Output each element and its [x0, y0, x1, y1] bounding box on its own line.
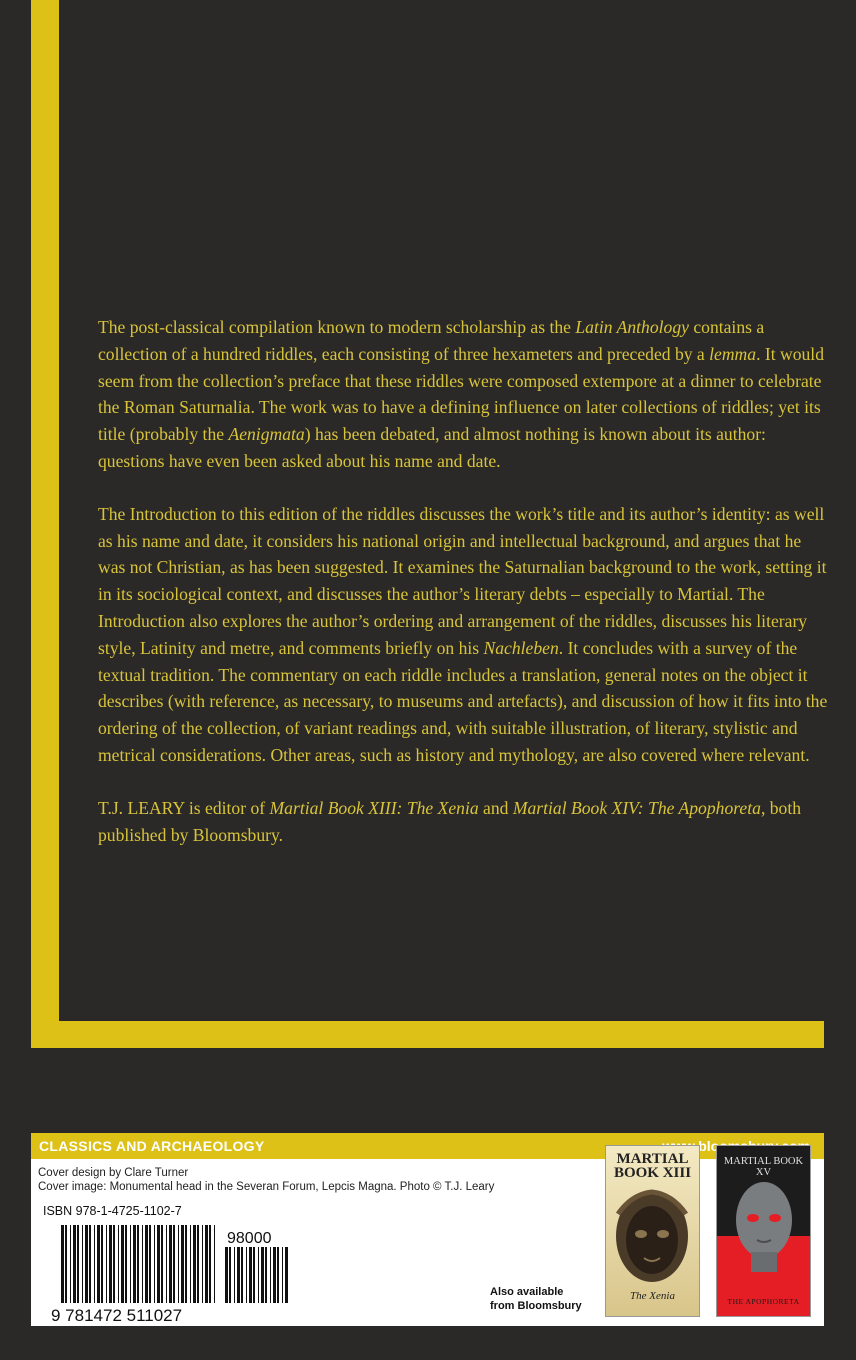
also-available: Also available from Bloomsbury [490, 1286, 582, 1312]
yellow-frame-vertical [31, 0, 59, 1048]
book-1-title: MARTIAL BOOK XIII [613, 1151, 692, 1181]
blurb-paragraph-2: The Introduction to this edition of the riddles discusses the work’s title and its author’s identity: as well as his name and date, it considers his national origin and intellectual background, and argues that he was not Christian, as has been suggested. It examines the Saturnalian background to the work, setting it in its sociological context, and discusses the author’s literary debts – especially to Martial. The Introduction also explores the author’s ordering and arrangement of the riddles, discusses his literary style, Latinity and metre, and comments briefly on his Nachleben. It concludes with a survey of the textual tradition. The commentary on each riddle includes a translation, general notes on the object it describes (with reference, as necessary, to museums and artefacts), and discussion of how it fits into the ordering of the collection, of variant readings and, with suitable illustration, of literary, stylistic and metrical considerations. Other areas, such as history and mythology, are also covered where relevant. [98, 503, 828, 765]
book-thumbnail-apophoreta[interactable] [716, 1145, 811, 1317]
yellow-frame-horizontal [31, 1021, 824, 1048]
category-label: CLASSICS AND ARCHAEOLOGY [39, 1138, 265, 1154]
category-bar [31, 1133, 824, 1159]
price-barcode-bars [225, 1247, 288, 1303]
price-code: 98000 [227, 1230, 272, 1247]
book-2-title: MARTIAL BOOK XV [723, 1156, 804, 1178]
book-1-subtitle: The Xenia [630, 1290, 675, 1302]
cover-image-credit: Cover image: Monumental head in the Severan Forum, Lepcis Magna. Photo © T.J. Leary [38, 1181, 495, 1193]
cover-credits [38, 1166, 494, 1194]
stone-head-icon [729, 1176, 799, 1276]
author-bio: T.J. LEARY is editor of Martial Book XIII: The Xenia and Martial Book XIV: The Apophoreta, both published by Bloomsbury. [98, 797, 802, 845]
publisher-panel [31, 1133, 824, 1326]
bronze-medusa-head-icon [612, 1184, 692, 1288]
book-thumbnail-xenia[interactable] [605, 1145, 700, 1317]
barcode-digits: 9 781472 511027 [51, 1306, 183, 1325]
book-2-subtitle: THE APOPHORETA [727, 1297, 800, 1306]
blurb-paragraph-1: The post-classical compilation known to modern scholarship as the Latin Anthology contains a collection of a hundred riddles, each consisting of three hexameters and preceded by a lemma. It would seem from the collection’s preface that these riddles were composed extempore at a dinner to celebrate the Roman Saturnalia. The work was to have a defining influence on later collections of riddles; yet its title (probably the Aenigmata) has been debated, and almost nothing is known about its author: questions have even been asked about his name and date. [98, 317, 824, 471]
barcode-bars [61, 1225, 215, 1303]
barcode [49, 1223, 301, 1325]
isbn: ISBN 978-1-4725-1102-7 [43, 1204, 182, 1218]
back-cover-blurb [98, 314, 828, 874]
cover-design-credit: Cover design by Clare Turner [38, 1167, 189, 1179]
